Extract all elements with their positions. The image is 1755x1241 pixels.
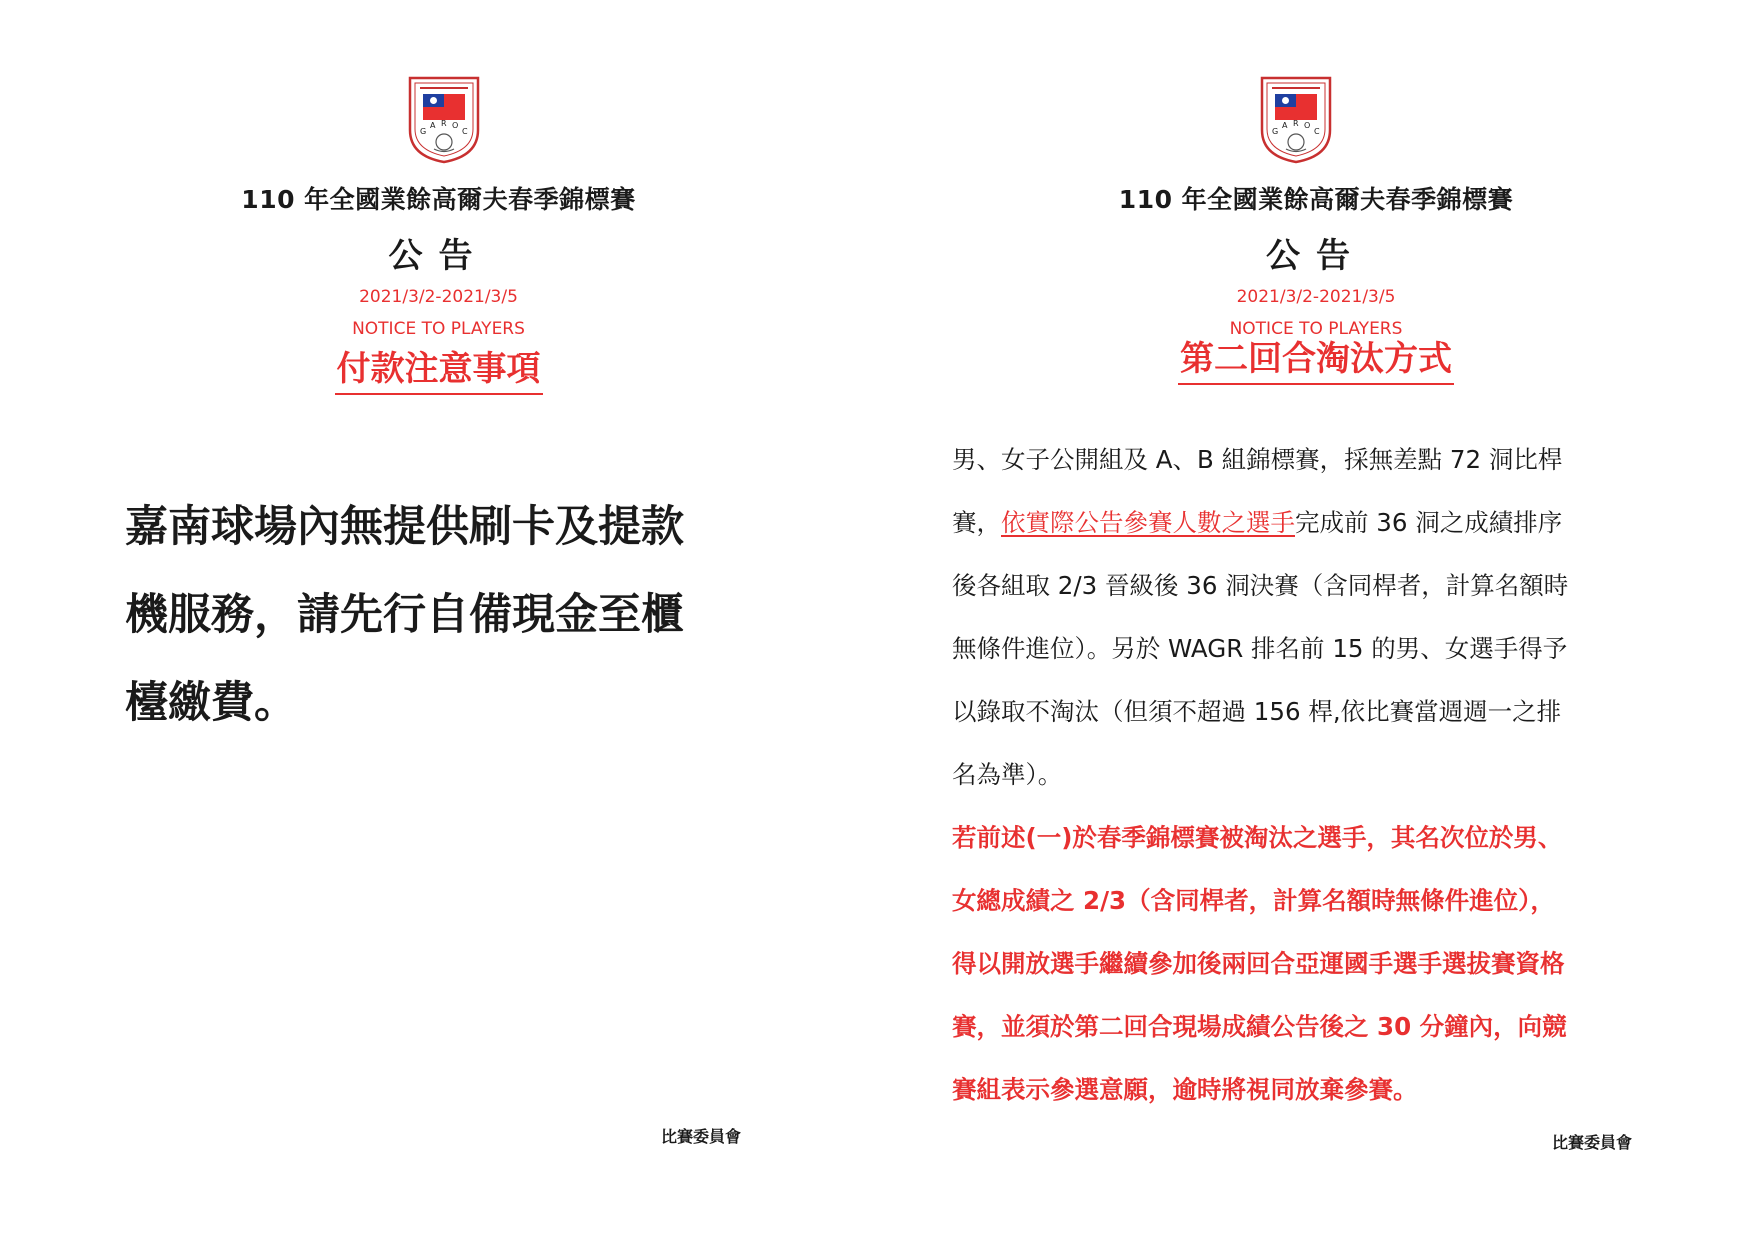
subject-container: [877, 340, 1755, 385]
garoc-emblem-logo: [1258, 72, 1334, 164]
highlighted-phrase: 依實際公告參賽人數之選手: [1001, 508, 1295, 537]
svg-text:R: R: [441, 119, 447, 128]
body-line: [952, 491, 1652, 554]
svg-text:O: O: [452, 121, 459, 130]
body-line: 女總成績之 2/3（含同桿者，計算名額時無條件進位），: [952, 886, 1555, 915]
notice-subject: 第二回合淘汰方式: [1178, 340, 1454, 385]
body-line: 賽，並須於第二回合現場成績公告後之 30 分鐘內，向競: [952, 1012, 1567, 1041]
svg-text:O: O: [1304, 121, 1311, 130]
svg-text:C: C: [1314, 127, 1320, 136]
committee-signature: 比賽委員會: [1552, 1133, 1633, 1152]
body-line: 得以開放選手繼續參加後兩回合亞運國手選手選拔賽資格: [952, 949, 1565, 978]
body-line: 賽組表示參選意願，逾時將視同放棄參賽。: [952, 1075, 1418, 1104]
notice-page-elimination: [877, 0, 1755, 1241]
svg-text:A: A: [1282, 121, 1288, 130]
notice-heading: 公告: [1266, 236, 1366, 276]
body-line: 男、女子公開組及 A、B 組錦標賽，採無差點 72 洞比桿: [952, 445, 1563, 474]
body-line: 檯繳費。: [125, 678, 297, 728]
event-title: 110 年全國業餘高爾夫春季錦標賽: [1118, 185, 1514, 214]
line-text: 賽，: [952, 508, 1001, 537]
svg-text:G: G: [1272, 127, 1279, 136]
event-date-range: 2021/3/2-2021/3/5: [1236, 287, 1396, 307]
notice-page-payment: [0, 0, 877, 1241]
svg-text:A: A: [430, 121, 436, 130]
body-line: 機服務，請先行自備現金至櫃: [125, 590, 684, 640]
body-line: 名為準）。: [952, 760, 1063, 789]
event-title: 110 年全國業餘高爾夫春季錦標賽: [241, 185, 636, 214]
body-line: 後各組取 2/3 晉級後 36 洞決賽（含同桿者，計算名額時: [952, 571, 1569, 600]
notice-to-players-label: NOTICE TO PLAYERS: [352, 319, 525, 339]
notice-body: [952, 428, 1652, 1121]
body-line: 以錄取不淘汰（但須不超過 156 桿,依比賽當週週一之排: [952, 697, 1562, 726]
subject-container: [0, 350, 877, 395]
svg-text:C: C: [462, 127, 468, 136]
svg-text:R: R: [1293, 119, 1299, 128]
event-date-range: 2021/3/2-2021/3/5: [359, 287, 518, 307]
important-paragraph: [952, 806, 1652, 1121]
rules-paragraph: [952, 428, 1652, 806]
notice-to-players-label: NOTICE TO PLAYERS: [1229, 319, 1403, 339]
notice-heading: 公告: [388, 236, 489, 276]
body-line: 若前述(一)於春季錦標賽被淘汰之選手，其名次位於男、: [952, 823, 1563, 852]
committee-signature: 比賽委員會: [661, 1127, 742, 1146]
body-line: 嘉南球場內無提供刷卡及提款: [125, 502, 684, 552]
svg-text:G: G: [420, 127, 427, 136]
notice-body: [125, 483, 805, 747]
line-text: 完成前 36 洞之成績排序: [1295, 508, 1563, 537]
garoc-emblem-logo: [406, 72, 482, 164]
notice-subject: 付款注意事項: [335, 350, 543, 395]
body-line: 無條件進位）。另於 WAGR 排名前 15 的男、女選手得予: [952, 634, 1568, 663]
